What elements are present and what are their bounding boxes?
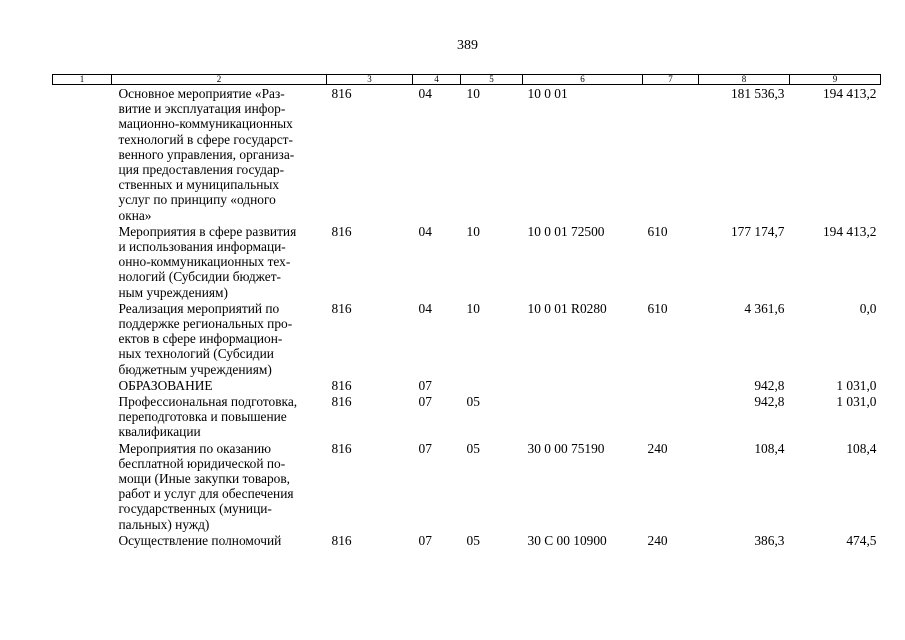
header-col-1: 1	[53, 75, 112, 85]
header-col-5: 5	[461, 75, 523, 85]
table-row	[53, 440, 881, 532]
row-name: Мероприятия по оказанию бесплатной юридической по- мощи (Иные закупки товаров, работ и услуг для обеспечения государственных (муници- пальных) нужд)	[118, 440, 294, 532]
header-col-2: 2	[112, 75, 327, 85]
table-row	[53, 393, 881, 440]
row-admin-code: 816	[331, 223, 352, 239]
row-name: Мероприятия в сфере развития и использования информаци- онно-коммуникационных тех- нологий (Субсидии бюджет- ным учреждениям)	[118, 223, 297, 300]
row-admin-code: 816	[331, 377, 352, 393]
row-name: Осуществление полномочий	[118, 532, 282, 548]
row-number	[53, 377, 112, 393]
row-section-code: 04	[418, 300, 432, 316]
row-amount-1: 942,8	[754, 377, 785, 393]
row-expense-type	[643, 85, 699, 223]
header-col-8: 8	[699, 75, 790, 85]
row-number	[53, 532, 112, 548]
column-number-header	[53, 75, 881, 85]
row-amount-1: 942,8	[754, 394, 785, 410]
row-section-code: 04	[418, 86, 432, 101]
header-col-3: 3	[327, 75, 413, 85]
page-number: 389	[457, 38, 478, 53]
row-amount-2: 108,4	[846, 440, 877, 456]
row-section-code: 07	[418, 440, 432, 456]
row-name: ОБРАЗОВАНИЕ	[118, 377, 213, 393]
row-section-code: 07	[418, 394, 432, 410]
row-number	[53, 85, 112, 223]
table-row	[53, 377, 881, 393]
row-admin-code: 816	[331, 532, 352, 548]
row-section-code: 04	[418, 223, 432, 239]
row-amount-1: 386,3	[754, 532, 785, 548]
row-expense-type: 240	[647, 532, 668, 548]
row-number	[53, 393, 112, 440]
row-amount-1: 108,4	[754, 440, 785, 456]
row-target-article: 10 0 01 R0280	[527, 300, 607, 316]
budget-table	[52, 74, 881, 548]
row-amount-2: 194 413,2	[822, 86, 877, 101]
row-number	[53, 223, 112, 300]
row-expense-type: 610	[647, 300, 668, 316]
row-name: Профессиональная подготовка, переподготовка и повышение квалификации	[118, 394, 298, 440]
row-subsection-code: 10	[466, 223, 480, 239]
row-amount-2: 1 031,0	[836, 377, 877, 393]
table-row	[53, 532, 881, 548]
row-expense-type: 610	[647, 223, 668, 239]
row-target-article	[523, 393, 643, 440]
row-subsection-code	[461, 377, 523, 393]
row-number	[53, 440, 112, 532]
header-col-9: 9	[790, 75, 881, 85]
row-amount-1: 177 174,7	[730, 223, 785, 239]
row-expense-type	[643, 393, 699, 440]
table-row	[53, 300, 881, 377]
row-subsection-code: 10	[466, 86, 480, 101]
row-target-article	[523, 377, 643, 393]
row-target-article: 10 0 01	[527, 86, 568, 101]
row-section-code: 07	[418, 377, 432, 393]
row-subsection-code: 05	[466, 532, 480, 548]
row-subsection-code: 05	[466, 440, 480, 456]
row-section-code: 07	[418, 532, 432, 548]
row-expense-type: 240	[647, 440, 668, 456]
row-name: Реализация мероприятий по поддержке региональных про- ектов в сфере информацион- ных технологий (Субсидии бюджетным учреждениям)	[118, 300, 293, 377]
header-col-6: 6	[523, 75, 643, 85]
row-target-article: 10 0 01 72500	[527, 223, 605, 239]
row-admin-code: 816	[331, 86, 352, 101]
row-admin-code: 816	[331, 300, 352, 316]
row-subsection-code: 05	[466, 394, 480, 410]
row-admin-code: 816	[331, 394, 352, 410]
table-body	[53, 85, 881, 549]
row-admin-code: 816	[331, 440, 352, 456]
table-row	[53, 223, 881, 300]
row-number	[53, 300, 112, 377]
header-col-4: 4	[413, 75, 461, 85]
row-target-article: 30 0 00 75190	[527, 440, 605, 456]
row-amount-2: 194 413,2	[822, 223, 877, 239]
row-expense-type	[643, 377, 699, 393]
row-name: Основное мероприятие «Раз- витие и эксплуатация инфор- мационно-коммуникационных технологий в сфере государст- венного управления, организа- ция предоставления государ- ственных и муниципальных услуг по принципу «одного окна»	[118, 86, 295, 223]
row-amount-1: 181 536,3	[730, 86, 785, 101]
row-amount-2: 474,5	[846, 532, 877, 548]
row-subsection-code: 10	[466, 300, 480, 316]
row-amount-2: 1 031,0	[836, 394, 877, 410]
row-target-article: 30 С 00 10900	[527, 532, 607, 548]
header-col-7: 7	[643, 75, 699, 85]
row-amount-2: 0,0	[859, 300, 877, 316]
table-row	[53, 85, 881, 223]
row-amount-1: 4 361,6	[744, 300, 785, 316]
